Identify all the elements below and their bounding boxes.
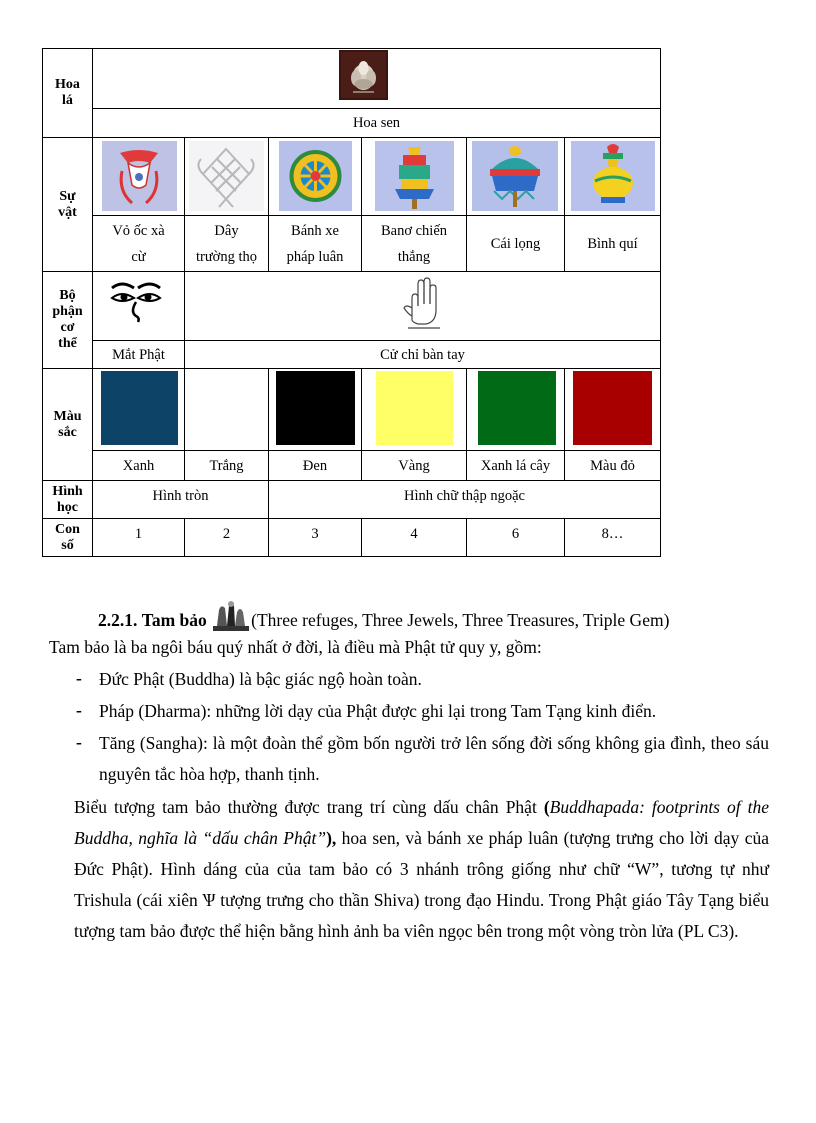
bullet-marker-2: -: [76, 700, 82, 720]
color-swatch-5: [478, 371, 556, 445]
color-swatch-1: [101, 371, 178, 445]
number-cell-6: 8…: [601, 525, 624, 542]
number-cell-1: 1: [134, 525, 143, 542]
color-label-3: Đen: [302, 457, 328, 474]
trident-icon: Ѱ: [202, 890, 216, 910]
hand-gesture-label: Cử chỉ bàn tay: [380, 346, 465, 363]
su-vat-label-6: Bình quí: [587, 235, 638, 252]
section-intro: Tam bảo là ba ngôi báu quý nhất ở đời, là điều mà Phật tử quy y, gồm:: [49, 637, 542, 657]
color-label-1: Xanh: [122, 457, 155, 474]
lotus-caption: Hoa sen: [352, 115, 401, 131]
parasol-image: [472, 141, 558, 211]
buddha-eyes-image: [108, 278, 164, 326]
su-vat-label-4: Banơ chiến thắng: [380, 222, 448, 265]
number-cell-4: 4: [410, 525, 418, 542]
su-vat-label-1: Vỏ ốc xà cừ: [112, 222, 165, 265]
bullet-item-1: Đức Phật (Buddha) là bậc giác ngộ hoàn toàn.: [99, 669, 422, 689]
para-close-paren: ),: [326, 828, 337, 848]
section-number: 2.2.1.: [98, 610, 138, 630]
lotus-image: [339, 50, 388, 100]
treasure-vase-image: [571, 141, 655, 211]
row-header-mau-sac: Màu sắc: [53, 408, 82, 440]
section-subtitle: (Three refuges, Three Jewels, Three Treasures, Triple Gem): [251, 610, 670, 630]
section-heading: [98, 600, 798, 636]
hand-gesture-image: [398, 276, 448, 332]
color-label-4: Vàng: [398, 457, 430, 474]
para-part-1: Biểu tượng tam bảo thường được trang trí cùng dấu chân Phật: [74, 797, 544, 817]
color-label-5: Xanh lá cây: [480, 457, 551, 474]
row-header-hinh-hoc: Hình học: [52, 483, 83, 515]
number-cell-3: 3: [311, 525, 319, 542]
number-cell-5: 6: [511, 525, 520, 542]
su-vat-label-2: Dây trường thọ: [195, 222, 258, 265]
color-swatch-2: [189, 371, 264, 445]
row-header-hoa-la: Hoa lá: [55, 77, 80, 108]
victory-banner-image: [375, 141, 454, 211]
bullet-item-3: Tăng (Sangha): là một đoàn thể gồm bốn người trở lên sống đời sống không gia đình, theo sáu nguyên tắc hòa hợp, thanh tịnh.: [99, 733, 769, 784]
color-swatch-3: [276, 371, 355, 445]
para-part-2: hoa sen, và bánh xe pháp luân (tượng trưng cho lời dạy của Đức Phật). Hình dáng của của tam bảo có 3 nhánh trông giống như chữ “W”, tương tự như Trishula (cái xiên: [74, 828, 769, 910]
conch-shell-image: [102, 141, 177, 211]
geometry-swastika: Hình chữ thập ngoặc: [403, 487, 525, 504]
tam-bao-statue-image: [211, 600, 251, 630]
number-cell-2: 2: [222, 525, 231, 542]
endless-knot-image: [189, 141, 264, 211]
para-italic-citation: Buddhapada: footprints of the Buddha, nghĩa là “dấu chân Phật”: [74, 797, 769, 848]
bullet-marker-1: -: [76, 668, 82, 688]
bullet-item-2: Pháp (Dharma): những lời dạy của Phật được ghi lại trong Tam Tạng kinh điển.: [99, 701, 657, 721]
buddha-eyes-label: Mắt Phật: [112, 346, 165, 363]
row-header-con-so: Con số: [55, 521, 80, 553]
su-vat-label-5: Cái lọng: [490, 235, 541, 252]
row-header-bo-phan: Bộ phận cơ thể: [52, 288, 83, 351]
para-open-paren: (: [543, 797, 550, 817]
su-vat-label-3: Bánh xe pháp luân: [286, 222, 344, 265]
para-part-3: tượng trưng cho thần Shiva) trong đạo Hindu. Trong Phật giáo Tây Tạng biểu tượng tam bảo được thể hiện bằng hình ảnh ba viên ngọc bên trong một vòng tròn lửa (PL C3).: [74, 890, 769, 941]
color-swatch-4: [376, 371, 453, 445]
color-label-6: Màu đỏ: [590, 457, 635, 474]
geometry-circle: Hình tròn: [152, 487, 209, 504]
color-swatch-6: [573, 371, 652, 445]
color-label-2: Trắng: [209, 457, 244, 474]
row-header-su-vat: Sự vật: [58, 188, 77, 220]
section-title: Tam bảo: [141, 610, 207, 630]
body-paragraph: [74, 792, 769, 947]
dharma-wheel-image: [279, 141, 352, 211]
bullet-marker-3: -: [76, 732, 82, 752]
